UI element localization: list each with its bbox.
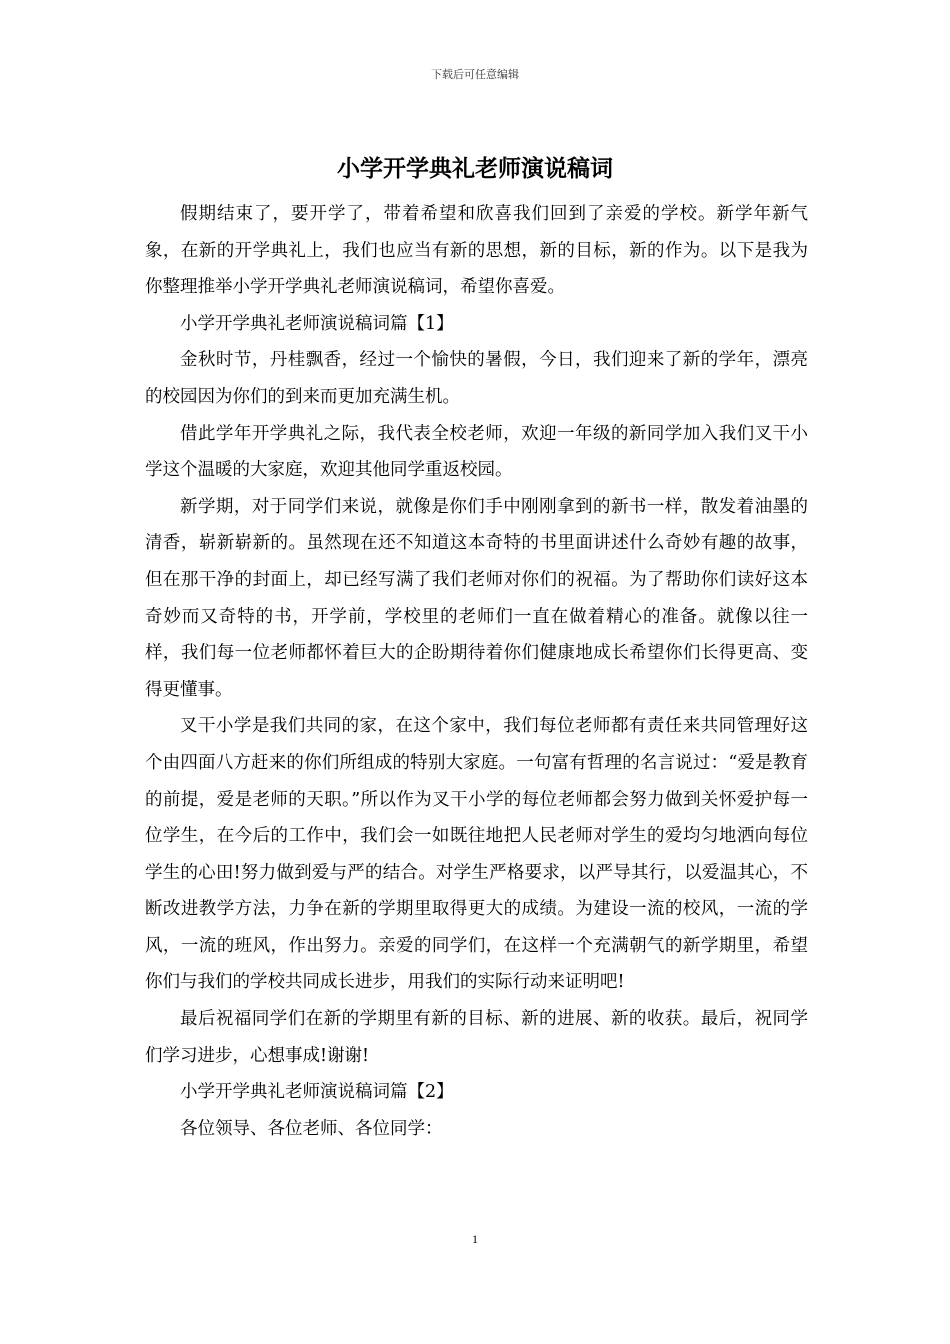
paragraph: 新学期，对于同学们来说，就像是你们手中刚刚拿到的新书一样，散发着油墨的清香，崭新崭新的。虽然现在还不知道这本奇特的书里面讲述什么奇妙有趣的故事，但在那干净的封面上，却已经写满了我们老师对你们的祝福。为了帮助你们读好这本奇妙而又奇特的书，开学前，学校里的老师们一直在做着精心的准备。就像以往一样，我们每一位老师都怀着巨大的企盼期待着你们健康地成长希望你们长得更高、变得更懂事。	[145, 496, 808, 700]
page-header: 下载后可任意编辑	[431, 68, 519, 81]
paragraph: 各位领导、各位老师、各位同学：	[180, 1118, 443, 1139]
document-title: 小学开学典礼老师演说稿词	[337, 155, 613, 182]
paragraph: 金秋时节，丹桂飘香，经过一个愉快的暑假，今日，我们迎来了新的学年，漂亮的校园因为你们的到来而更加充满生机。	[145, 350, 808, 407]
paragraph: 最后祝福同学们在新的学期里有新的目标、新的进展、新的收获。最后，祝同学们学习进步，心想事成!谢谢!	[145, 1009, 808, 1066]
document-body	[145, 196, 808, 1147]
section-heading-2: 小学开学典礼老师演说稿词篇【2】	[180, 1082, 454, 1103]
paragraph: 借此学年开学典礼之际，我代表全校老师，欢迎一年级的新同学加入我们叉干小学这个温暖的大家庭，欢迎其他同学重返校园。	[145, 423, 808, 481]
page-number: 1	[472, 1232, 478, 1246]
section-heading-1: 小学开学典礼老师演说稿词篇【1】	[180, 313, 454, 334]
paragraph-intro: 假期结束了，要开学了，带着希望和欣喜我们回到了亲爱的学校。新学年新气象，在新的开学典礼上，我们也应当有新的思想，新的目标，新的作为。以下是我为你整理推举小学开学典礼老师演说稿词，希望你喜爱。	[145, 204, 808, 298]
paragraph: 叉干小学是我们共同的家，在这个家中，我们每位老师都有责任来共同管理好这个由四面八方赶来的你们所组成的特别大家庭。一句富有哲理的名言说过：“爱是教育的前提，爱是老师的天职。”所以作为叉干小学的每位老师都会努力做到关怀爱护每一位学生，在今后的工作中，我们会一如既往地把人民老师对学生的爱均匀地洒向每位学生的心田!努力做到爱与严的结合。对学生严格要求，以严导其行，以爱温其心，不断改进教学方法，力争在新的学期里取得更大的成绩。为建设一流的校风，一流的学风，一流的班风，作出努力。亲爱的同学们，在这样一个充满朝气的新学期里，希望你们与我们的学校共同成长进步，用我们的实际行动来证明吧!	[145, 716, 808, 993]
